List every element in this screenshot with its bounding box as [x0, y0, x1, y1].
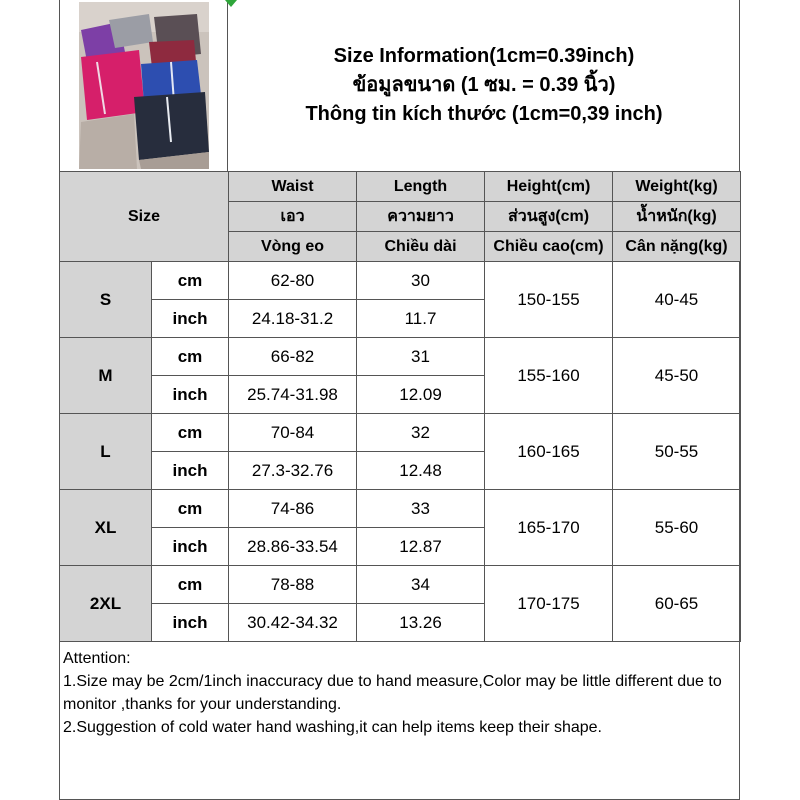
- waist-inch: 30.42-34.32: [229, 604, 357, 642]
- col-height-th: ส่วนสูง(cm): [485, 202, 613, 232]
- table-row: [60, 566, 741, 604]
- weight-range: 40-45: [613, 262, 741, 338]
- table-row: [60, 338, 741, 376]
- unit-cm: cm: [152, 490, 229, 528]
- waist-cm: 70-84: [229, 414, 357, 452]
- table-row: [60, 414, 741, 452]
- size-label: S: [60, 262, 152, 338]
- length-cm: 34: [357, 566, 485, 604]
- height-range: 165-170: [485, 490, 613, 566]
- col-weight-th: น้ำหนัก(kg): [613, 202, 741, 232]
- col-length-th: ความยาว: [357, 202, 485, 232]
- note-line-2: 2.Suggestion of cold water hand washing,it can help items keep their shape.: [63, 719, 602, 736]
- size-label: L: [60, 414, 152, 490]
- height-range: 155-160: [485, 338, 613, 414]
- waist-inch: 27.3-32.76: [229, 452, 357, 490]
- waist-inch: 24.18-31.2: [229, 300, 357, 338]
- col-waist-vi: Vòng eo: [229, 232, 357, 262]
- col-waist-en: Waist: [229, 172, 357, 202]
- height-range: 150-155: [485, 262, 613, 338]
- height-range: 160-165: [485, 414, 613, 490]
- unit-cm: cm: [152, 262, 229, 300]
- header-row-english: [60, 172, 741, 202]
- length-inch: 11.7: [357, 300, 485, 338]
- table-row: [60, 262, 741, 300]
- title-block: [228, 42, 740, 129]
- unit-cm: cm: [152, 338, 229, 376]
- size-label: 2XL: [60, 566, 152, 642]
- weight-range: 45-50: [613, 338, 741, 414]
- col-length-vi: Chiều dài: [357, 232, 485, 262]
- title-vietnamese: Thông tin kích thước (1cm=0,39 inch): [305, 103, 663, 125]
- title-thai: ข้อมูลขนาด (1 ซม. = 0.39 นิ้ว): [352, 74, 616, 96]
- height-range: 170-175: [485, 566, 613, 642]
- waist-inch: 25.74-31.98: [229, 376, 357, 414]
- length-cm: 30: [357, 262, 485, 300]
- product-photo: [79, 2, 209, 169]
- col-height-en: Height(cm): [485, 172, 613, 202]
- unit-cm: cm: [152, 414, 229, 452]
- unit-inch: inch: [152, 300, 229, 338]
- col-weight-vi: Cân nặng(kg): [613, 232, 741, 262]
- length-cm: 33: [357, 490, 485, 528]
- unit-inch: inch: [152, 452, 229, 490]
- unit-inch: inch: [152, 528, 229, 566]
- table-row: [60, 490, 741, 528]
- notes-heading: Attention:: [63, 650, 131, 667]
- size-heading: Size: [60, 172, 229, 262]
- col-waist-th: เอว: [229, 202, 357, 232]
- size-table: [59, 171, 741, 642]
- weight-range: 50-55: [613, 414, 741, 490]
- waist-cm: 66-82: [229, 338, 357, 376]
- note-line-1: 1.Size may be 2cm/1inch inaccuracy due to hand measure,Color may be little different due to monitor ,thanks for your understanding.: [63, 673, 722, 713]
- unit-cm: cm: [152, 566, 229, 604]
- col-height-vi: Chiều cao(cm): [485, 232, 613, 262]
- length-inch: 12.87: [357, 528, 485, 566]
- weight-range: 55-60: [613, 490, 741, 566]
- size-label: M: [60, 338, 152, 414]
- length-inch: 12.09: [357, 376, 485, 414]
- length-inch: 12.48: [357, 452, 485, 490]
- length-inch: 13.26: [357, 604, 485, 642]
- corner-mark-icon: [225, 0, 237, 7]
- unit-inch: inch: [152, 604, 229, 642]
- header-section: [59, 0, 740, 172]
- waist-inch: 28.86-33.54: [229, 528, 357, 566]
- title-english: Size Information(1cm=0.39inch): [333, 45, 635, 67]
- length-cm: 31: [357, 338, 485, 376]
- attention-notes: [63, 647, 733, 739]
- col-length-en: Length: [357, 172, 485, 202]
- waist-cm: 62-80: [229, 262, 357, 300]
- waist-cm: 78-88: [229, 566, 357, 604]
- waist-cm: 74-86: [229, 490, 357, 528]
- size-label: XL: [60, 490, 152, 566]
- unit-inch: inch: [152, 376, 229, 414]
- col-weight-en: Weight(kg): [613, 172, 741, 202]
- length-cm: 32: [357, 414, 485, 452]
- shorts-photo-illustration: [79, 2, 209, 169]
- weight-range: 60-65: [613, 566, 741, 642]
